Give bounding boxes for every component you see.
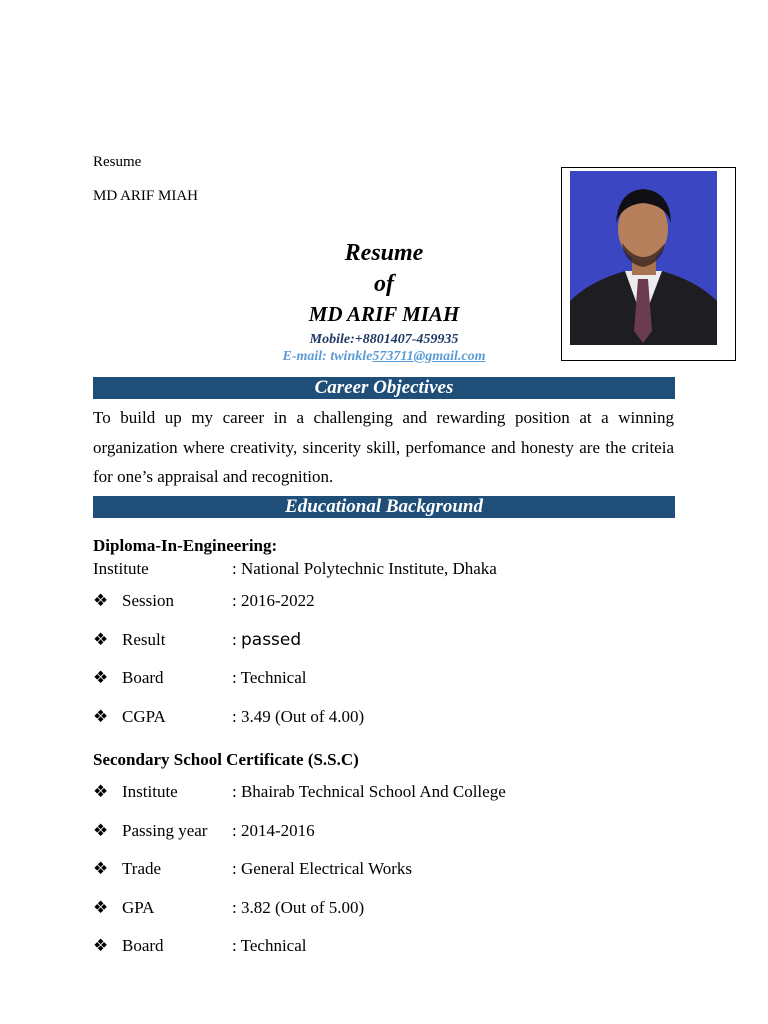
row-label: Trade: [122, 859, 162, 878]
diploma-result-row: [93, 630, 675, 654]
row-label: Session: [122, 591, 174, 610]
value-prefix: :: [232, 630, 241, 649]
doc-label: Resume: [93, 154, 142, 170]
header-name: MD ARIF MIAH: [93, 188, 199, 204]
bullet-icon: ❖: [93, 782, 109, 801]
bullet-icon: ❖: [93, 859, 109, 878]
row-label: CGPA: [122, 707, 166, 726]
row-value: : 2016-2022: [232, 591, 315, 610]
row-value: : Technical: [232, 936, 307, 955]
ssc-board-row: [93, 936, 675, 960]
row-label: Passing year: [122, 821, 208, 840]
row-value: : National Polytechnic Institute, Dhaka: [232, 559, 497, 578]
bullet-icon: ❖: [93, 707, 109, 726]
ssc-institute-row: [93, 782, 675, 806]
row-value: : Technical: [232, 668, 307, 687]
mobile-number: Mobile:+8801407-459935: [309, 332, 459, 347]
row-label: GPA: [122, 898, 155, 917]
ssc-gpa-row: [93, 898, 675, 922]
bullet-icon: ❖: [93, 630, 109, 649]
row-label: Institute: [93, 559, 149, 578]
result-value: passed: [240, 630, 302, 650]
diploma-cgpa-row: [93, 707, 675, 731]
ssc-trade-row: [93, 859, 675, 883]
row-label: Institute: [122, 782, 178, 801]
diploma-title: Diploma-In-Engineering:: [93, 536, 278, 555]
row-value: : 3.82 (Out of 5.00): [232, 898, 365, 917]
row-label: Board: [122, 668, 164, 687]
row-value: : 2014-2016: [232, 821, 315, 840]
bullet-icon: ❖: [93, 668, 109, 687]
diploma-institute-row: [93, 559, 675, 583]
resume-title: Resume: [344, 240, 424, 266]
bullet-icon: ❖: [93, 936, 109, 955]
resume-of: of: [374, 271, 394, 297]
profile-photo-image: [570, 171, 717, 345]
row-value: [232, 630, 301, 650]
ssc-title: Secondary School Certificate (S.S.C): [93, 750, 359, 769]
educational-background-heading: Educational Background: [93, 496, 675, 518]
row-label: Board: [122, 936, 164, 955]
career-objectives-text: To build up my career in a challenging and rewarding position at a winning organization where creativity, sincerity skill, perfomance and honesty are the criteia for one’s appraisal and recognition.: [93, 408, 674, 486]
row-label: Result: [122, 630, 166, 649]
bullet-icon: ❖: [93, 591, 109, 610]
ssc-passing-year-row: [93, 821, 675, 845]
career-objectives-heading: Career Objectives: [93, 377, 675, 399]
row-value: : General Electrical Works: [232, 859, 413, 878]
bullet-icon: ❖: [93, 898, 109, 917]
diploma-board-row: [93, 668, 675, 692]
photo-frame: [561, 167, 736, 361]
row-value: : 3.49 (Out of 4.00): [232, 707, 365, 726]
email-link[interactable]: 573711@gmail.com: [372, 349, 486, 364]
row-value: : Bhairab Technical School And College: [232, 782, 506, 801]
resume-name: MD ARIF MIAH: [308, 302, 460, 326]
bullet-icon: ❖: [93, 821, 109, 840]
email-prefix: E-mail: twinkle: [282, 349, 373, 364]
diploma-session-row: [93, 591, 675, 615]
profile-photo: [570, 171, 717, 345]
